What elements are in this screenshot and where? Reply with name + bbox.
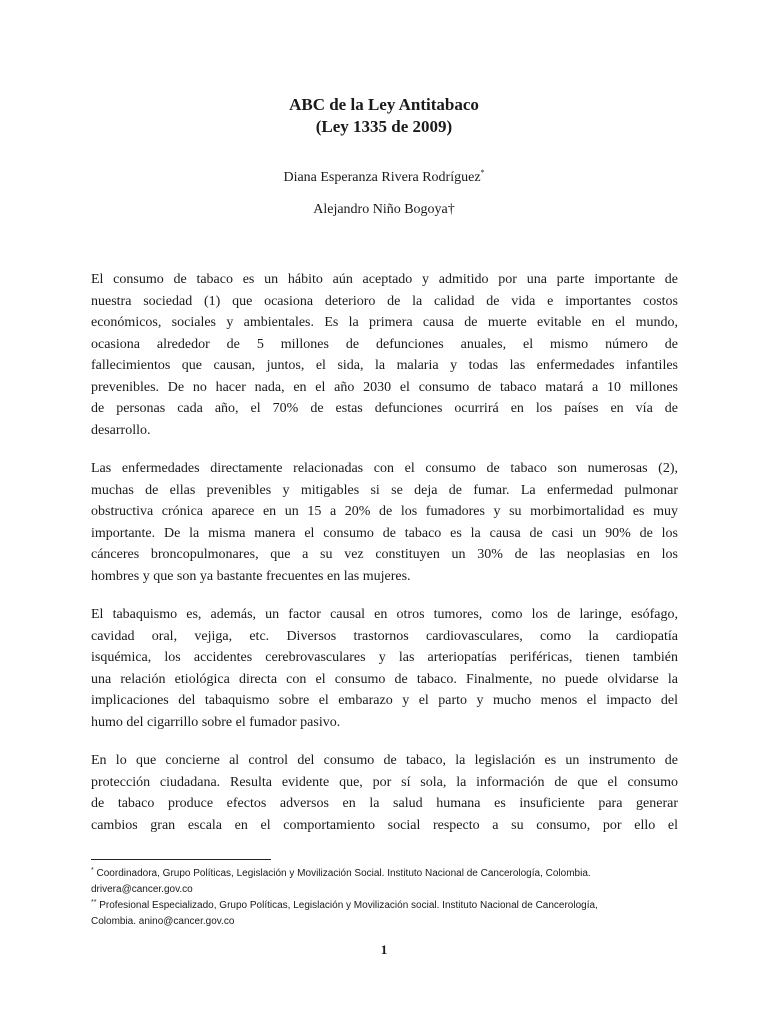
paragraph-line: económicos, sociales y ambientales. Es la primera causa de muerte evitable en el mundo, <box>91 315 678 330</box>
paragraph-line: desarrollo. <box>91 422 151 438</box>
paragraph-3 <box>91 604 678 733</box>
paragraph-2 <box>91 458 678 587</box>
paragraph-line: obstructiva crónica aparece en un 15 a 20% de los fumadores y su morbimortalidad es muy <box>91 504 678 519</box>
title-line-2: (Ley 1335 de 2009) <box>315 117 453 136</box>
paragraph-line: una relación etiológica directa con el consumo de tabaco. Finalmente, no puede olvidarse la <box>91 671 678 687</box>
author-1-footnote-mark: * <box>480 168 485 177</box>
paragraph-line: hombres y que son ya bastante frecuentes en las mujeres. <box>91 568 411 584</box>
paragraph-line: prevenibles. De no hacer nada, en el año 2030 el consumo de tabaco matará a 10 millones <box>91 379 678 395</box>
footnote-separator <box>91 859 271 860</box>
paragraph-1 <box>91 269 678 441</box>
document-body <box>91 269 678 853</box>
paragraph-line: protección ciudadana. Resulta evidente que, por sí sola, la información de que el consumo <box>91 774 678 790</box>
paragraph-line: implicaciones del tabaquismo sobre el embarazo y el parto y mucho menos el impacto del <box>91 693 678 708</box>
footnote-2-text: Profesional Especializado, Grupo Políticas, Legislación y Movilización social. Instituto Nacional de Cancerología, <box>96 900 598 911</box>
paragraph-line: humo del cigarrillo sobre el fumador pasivo. <box>91 714 341 730</box>
author-1-name: Diana Esperanza Rivera Rodríguez <box>283 170 481 185</box>
footnotes <box>91 866 678 930</box>
paragraph-line: cambios gran escala en el comportamiento social respecto a su consumo, por ello el <box>91 817 678 833</box>
title-line-1: ABC de la Ley Antitabaco <box>289 95 479 114</box>
footnote-2-line-1 <box>91 898 678 914</box>
paragraph-line: cánceres broncopulmonares, que a su vez constituyen un 30% de las neoplasias en los <box>91 547 678 562</box>
footnote-1-email: drivera@cancer.gov.co <box>91 884 193 895</box>
paragraph-line: muchas de ellas prevenibles y mitigables si se deja de fumar. La enfermedad pulmonar <box>91 482 678 498</box>
paragraph-line: El consumo de tabaco es un hábito aún aceptado y admitido por una parte importante de <box>91 272 678 287</box>
paragraph-line: En lo que concierne al control del consumo de tabaco, la legislación es un instrumento de <box>91 753 678 768</box>
author-2-name: Alejandro Niño Bogoya† <box>313 202 455 217</box>
footnote-2-email: Colombia. anino@cancer.gov.co <box>91 916 235 927</box>
paragraph-line: Las enfermedades directamente relacionadas con el consumo de tabaco son numerosas (2), <box>91 461 678 476</box>
footnote-1-mark: * <box>91 867 94 874</box>
paragraph-line: cavidad oral, vejiga, etc. Diversos trastornos cardiovasculares, como la cardiopatía <box>91 628 678 644</box>
paragraph-line: de personas cada año, el 70% de estas defunciones ocurrirá en los países en vía de <box>91 401 678 416</box>
footnote-1 <box>91 866 678 898</box>
footnote-2-mark: ** <box>91 899 97 906</box>
paragraph-4 <box>91 750 678 836</box>
paragraph-line: isquémica, los accidentes cerebrovasculares y las arteriopatías periféricas, tienen también <box>91 650 678 665</box>
footnote-1-line-1 <box>91 866 678 882</box>
paragraph-line: El tabaquismo es, además, un factor causal en otros tumores, como los de laringe, esófago, <box>91 607 678 622</box>
paragraph-line: fallecimientos que causan, juntos, el sida, la malaria y todas las enfermedades infantiles <box>91 358 678 373</box>
footnote-1-text: Coordinadora, Grupo Políticas, Legislación y Movilización Social. Instituto Nacional de Cancerología, Colombia. <box>93 868 591 879</box>
paragraph-line: importante. De la misma manera el consumo de tabaco es la causa de casi un 90% de los <box>91 525 678 541</box>
author-1 <box>0 169 768 187</box>
author-2 <box>0 201 768 219</box>
paragraph-line: ocasiona alrededor de 5 millones de defunciones anuales, el mismo número de <box>91 336 678 352</box>
page-number: 1 <box>380 942 388 957</box>
paragraph-line: nuestra sociedad (1) que ocasiona deterioro de la calidad de vida e importantes costos <box>91 293 678 309</box>
footnote-2 <box>91 898 678 930</box>
paragraph-line: de tabaco produce efectos adversos en la salud humana es insuficiente para generar <box>91 796 678 811</box>
document-title <box>0 94 768 138</box>
